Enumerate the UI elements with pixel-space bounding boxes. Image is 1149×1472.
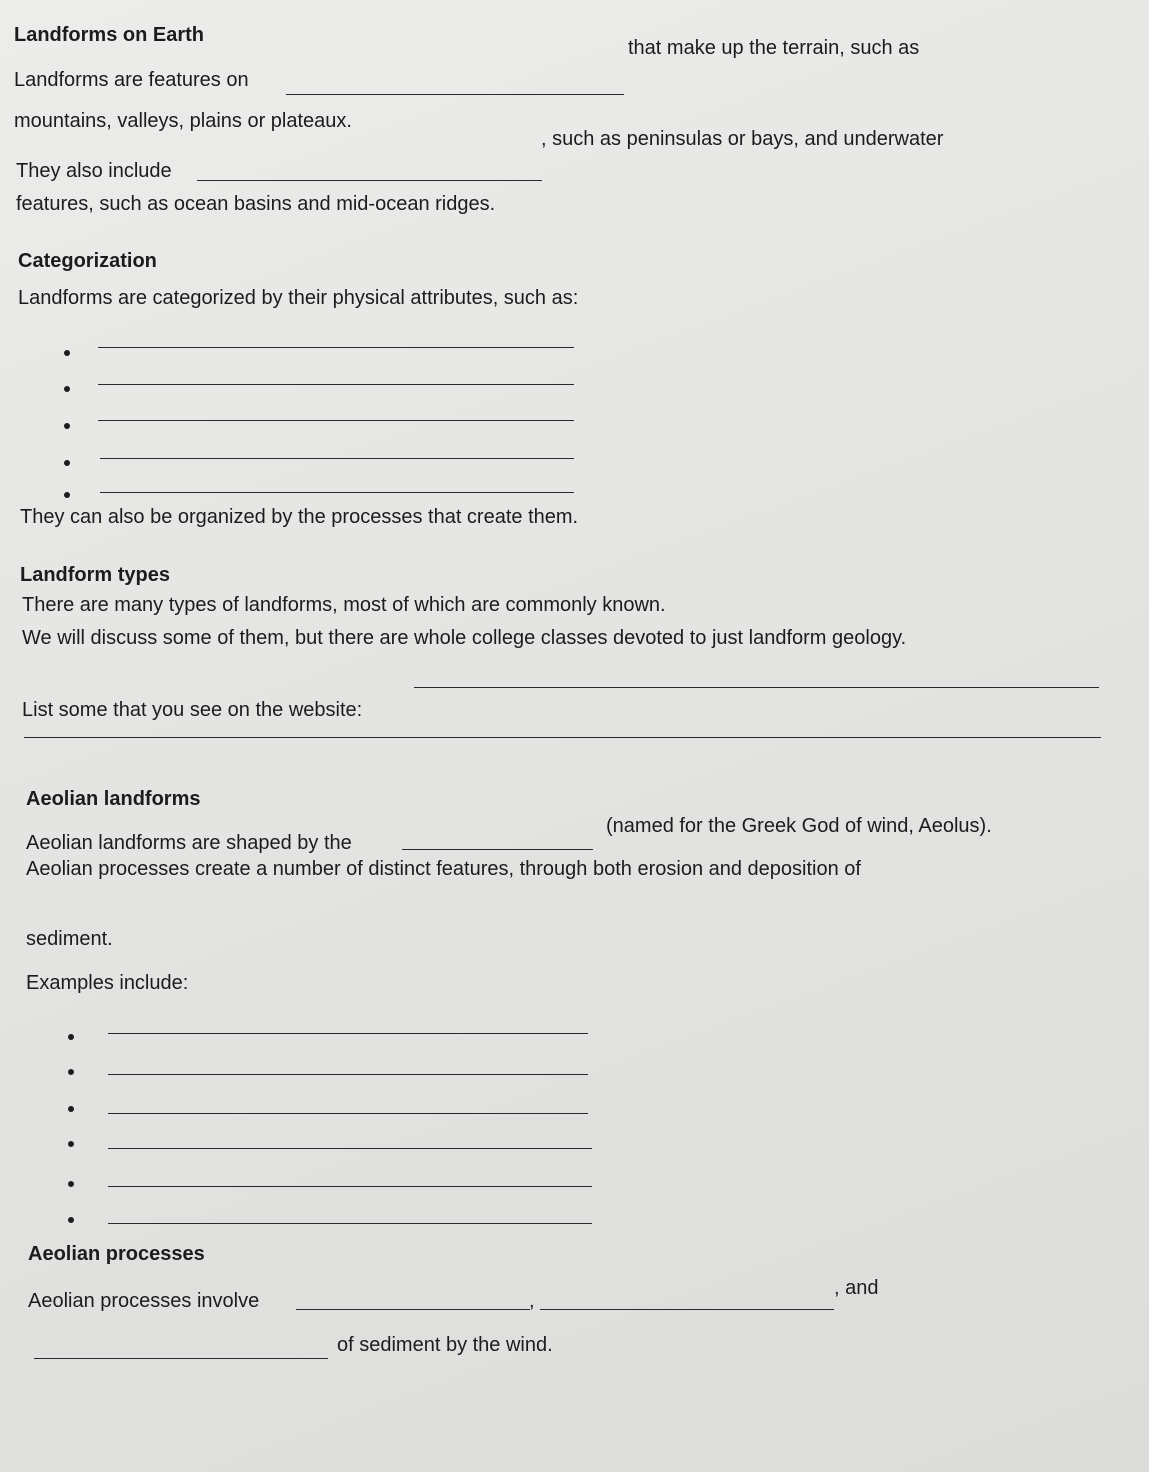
bullet-icon <box>64 386 70 392</box>
intro-line-2: mountains, valleys, plains or plateaux. <box>14 110 352 132</box>
example-blank-5[interactable] <box>108 1186 592 1187</box>
intro-blank-2[interactable] <box>197 180 542 181</box>
aeolian-landforms-heading: Aeolian landforms <box>26 788 201 810</box>
aeolian-landforms-line-2: Aeolian processes create a number of distinct features, through both erosion and deposition of <box>26 858 861 880</box>
bullet-icon <box>64 350 70 356</box>
categorization-text: Landforms are categorized by their physical attributes, such as: <box>18 287 579 309</box>
bullet-icon <box>68 1106 74 1112</box>
attribute-blank-3[interactable] <box>98 420 574 421</box>
page-title: Landforms on Earth <box>14 24 205 46</box>
process-blank-3[interactable] <box>34 1358 328 1359</box>
attribute-blank-4[interactable] <box>100 458 574 459</box>
aeolian-landforms-line-3: sediment. <box>26 928 113 950</box>
categorization-closing: They can also be organized by the processes that create them. <box>20 506 579 528</box>
bullet-icon <box>68 1217 74 1223</box>
process-comma: , <box>529 1290 535 1312</box>
attribute-blank-1[interactable] <box>98 347 574 348</box>
intro-blank-1[interactable] <box>286 94 624 95</box>
landform-list-blank-1[interactable] <box>414 687 1099 688</box>
example-blank-1[interactable] <box>108 1033 588 1034</box>
landform-types-text-1: There are many types of landforms, most of which are commonly known. <box>22 594 666 616</box>
bullet-icon <box>68 1034 74 1040</box>
bullet-icon <box>64 460 70 466</box>
aeolian-processes-line-1-start: Aeolian processes involve <box>28 1290 260 1312</box>
aeolian-processes-heading: Aeolian processes <box>28 1243 205 1265</box>
aeolian-processes-line-1-end: , and <box>834 1277 879 1299</box>
attribute-blank-5[interactable] <box>100 492 574 493</box>
bullet-icon <box>64 492 70 498</box>
bullet-icon <box>68 1181 74 1187</box>
intro-line-1-start: Landforms are features on <box>14 69 249 91</box>
process-blank-2[interactable] <box>540 1309 834 1310</box>
aeolian-landforms-line-1-end: (named for the Greek God of wind, Aeolus). <box>606 815 992 837</box>
landform-list-blank-2[interactable] <box>24 737 1101 738</box>
intro-line-3-start: They also include <box>16 160 172 182</box>
example-blank-4[interactable] <box>108 1148 592 1149</box>
bullet-icon <box>64 423 70 429</box>
example-blank-2[interactable] <box>108 1074 588 1075</box>
examples-label: Examples include: <box>26 972 189 994</box>
aeolian-agent-blank[interactable] <box>402 849 593 850</box>
example-blank-6[interactable] <box>108 1223 592 1224</box>
landform-list-prompt: List some that you see on the website: <box>22 699 363 721</box>
bullet-icon <box>68 1069 74 1075</box>
aeolian-processes-line-2-end: of sediment by the wind. <box>337 1334 553 1356</box>
landform-types-heading: Landform types <box>20 564 171 586</box>
example-blank-3[interactable] <box>108 1113 588 1114</box>
bullet-icon <box>68 1141 74 1147</box>
landform-types-text-2: We will discuss some of them, but there are whole college classes devoted to just landform geology. <box>22 627 907 649</box>
aeolian-landforms-line-1-start: Aeolian landforms are shaped by the <box>26 832 352 854</box>
intro-line-3-end: , such as peninsulas or bays, and underwater <box>541 128 944 150</box>
intro-line-1-end: that make up the terrain, such as <box>628 37 920 59</box>
attribute-blank-2[interactable] <box>98 384 574 385</box>
process-blank-1[interactable] <box>296 1309 530 1310</box>
categorization-heading: Categorization <box>18 250 157 272</box>
intro-line-4: features, such as ocean basins and mid-ocean ridges. <box>16 193 496 215</box>
